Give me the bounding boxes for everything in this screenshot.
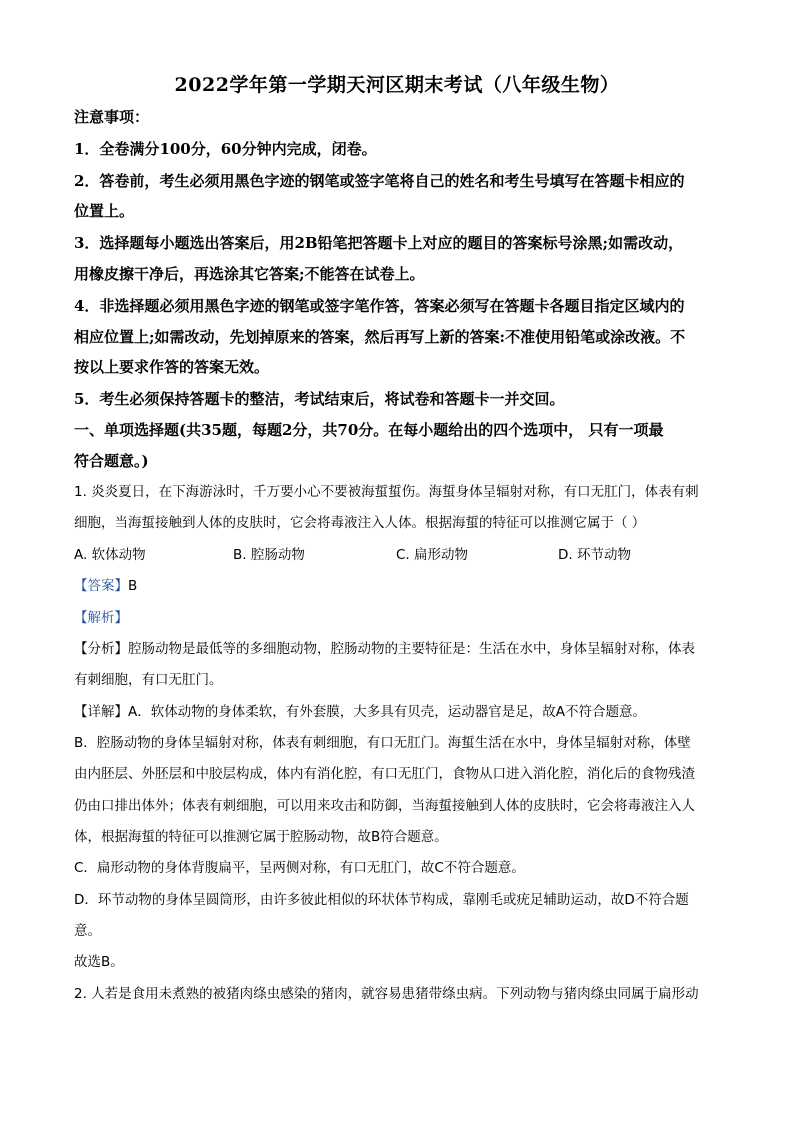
section-heading: 符合题意。) — [74, 452, 149, 470]
fenxi-text: 有刺细胞，有口无肛门。 — [74, 672, 223, 688]
fenxi-line — [74, 639, 734, 659]
answer-tag: 【答案】 — [74, 578, 128, 594]
question-1-stem: 细胞，当海蜇接触到人体的皮肤时，它会将毒液注入人体。根据海蜇的特征可以推测它属于（ ） — [74, 515, 646, 531]
notice-line: 位置上。 — [74, 202, 135, 220]
fenxi-tag: 【分析】 — [74, 641, 128, 657]
option-b: B. 腔肠动物 — [233, 547, 305, 563]
xiangjie-line — [74, 702, 734, 722]
xiangjie-text: D．环节动物的身体呈圆筒形，由许多彼此相似的环状体节构成，靠刚毛或疣足辅助运动，故D不符合题 — [74, 892, 689, 908]
xiangjie-text: 体，根据海蜇的特征可以推测它属于腔肠动物，故B符合题意。 — [74, 829, 448, 845]
notice-line: 相应位置上;如需改动，先划掉原来的答案，然后再写上新的答案:不准使用铅笔或涂改液。不 — [74, 328, 686, 346]
notice-line: 按以上要求作答的答案无效。 — [74, 358, 270, 376]
section-heading: 一、单项选择题(共35题，每题2分，共70分。在每小题给出的四个选项中， 只有一项最 — [74, 421, 664, 439]
xiangjie-text: B．腔肠动物的身体呈辐射对称，体表有刺细胞，有口无肛门。海蜇生活在水中，身体呈辐射对称，体壁 — [74, 735, 691, 751]
conclusion-text: 故选B。 — [74, 954, 124, 970]
xiangjie-text: 由内胚层、外胚层和中胶层构成，体内有消化腔，有口无肛门，食物从口进入消化腔，消化后的食物残渣 — [74, 766, 695, 782]
xiangjie-tag: 【详解】 — [74, 704, 128, 720]
option-c: C. 扁形动物 — [396, 547, 469, 563]
notice-line: 1．全卷满分100分，60分钟内完成，闭卷。 — [74, 140, 377, 158]
notice-line: 2．答卷前，考生必须用黑色字迹的钢笔或签字笔将自己的姓名和考生号填写在答题卡相应的 — [74, 172, 685, 190]
exam-title: 2022学年第一学期天河区期末考试（八年级生物） — [174, 74, 620, 96]
xiangjie-text: 意。 — [74, 923, 101, 939]
xiangjie-text: 仍由口排出体外；体表有刺细胞，可以用来攻击和防御，当海蜇接触到人体的皮肤时，它会将毒液注入人 — [74, 798, 695, 814]
answer-line — [74, 576, 734, 596]
notice-line: 5．考生必须保持答题卡的整洁，考试结束后，将试卷和答题卡一并交回。 — [74, 390, 565, 408]
xiangjie-text: A．软体动物的身体柔软，有外套膜，大多具有贝壳，运动器官是足，故A不符合题意。 — [128, 704, 646, 720]
notice-line: 用橡皮擦干净后，再选涂其它答案;不能答在试卷上。 — [74, 265, 425, 283]
option-d: D. 环节动物 — [558, 547, 631, 563]
question-2-stem: 2. 人若是食用未煮熟的被猪肉绦虫感染的猪肉，就容易患猪带绦虫病。下列动物与猪肉绦虫同属于扁形动 — [74, 986, 699, 1002]
fenxi-text: 腔肠动物是最低等的多细胞动物，腔肠动物的主要特征是：生活在水中，身体呈辐射对称，体表 — [128, 641, 695, 657]
question-1-stem: 1. 炎炎夏日，在下海游泳时，千万要小心不要被海蜇蜇伤。海蜇身体呈辐射对称，有口无肛门，体表有刺 — [74, 484, 699, 500]
option-a: A. 软体动物 — [74, 547, 146, 563]
notice-heading: 注意事项： — [74, 108, 150, 126]
analysis-tag: 【解析】 — [74, 610, 128, 626]
analysis-line — [74, 608, 734, 628]
notice-line: 3．选择题每小题选出答案后，用2B铅笔把答题卡上对应的题目的答案标号涂黑;如需改动， — [74, 234, 684, 252]
xiangjie-text: C．扁形动物的身体背腹扁平，呈两侧对称，有口无肛门，故C不符合题意。 — [74, 860, 525, 876]
answer-value: B — [128, 578, 138, 594]
notice-line: 4．非选择题必须用黑色字迹的钢笔或签字笔作答，答案必须写在答题卡各题目指定区域内的 — [74, 297, 685, 315]
